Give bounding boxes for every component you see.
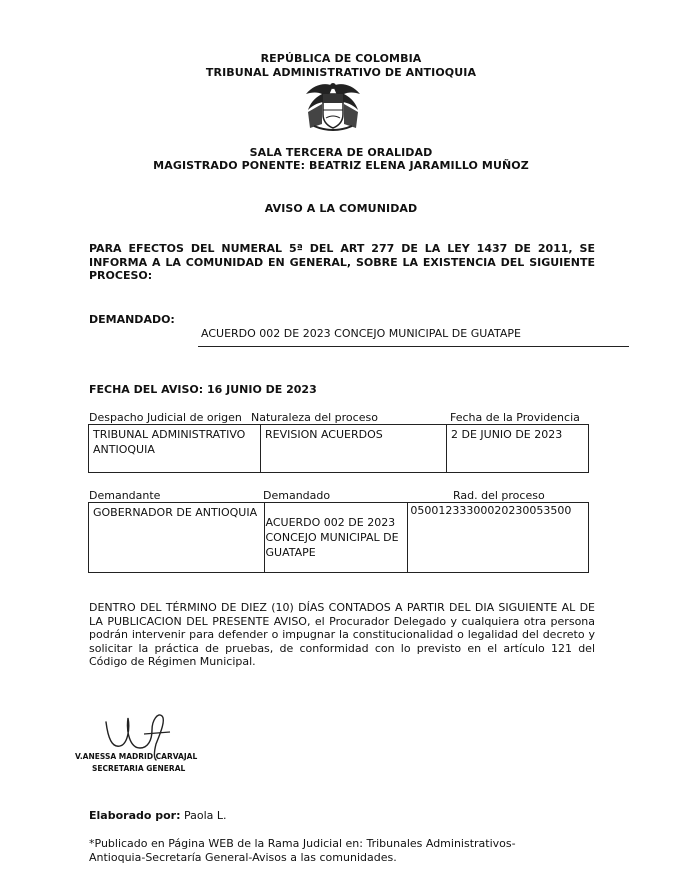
table-cell-defendant: ACUERDO 002 DE 2023 CONCEJO MUNICIPAL DE GUATAPE (264, 503, 408, 573)
table2-header-defendant: Demandado (263, 489, 331, 502)
table1-header-nature: Naturaleza del proceso (251, 411, 378, 424)
parties-table (88, 502, 589, 573)
country-heading: REPÚBLICA DE COLOMBIA (260, 52, 422, 65)
prepared-by-value: Paola L. (180, 809, 227, 822)
coat-of-arms-emblem (300, 80, 366, 134)
table-cell-plaintiff: GOBERNADOR DE ANTIOQUIA (89, 503, 265, 573)
publication-footnote: *Publicado en Página WEB de la Rama Judicial en: Tribunales Administrativos-Antioquia-Secretaría General-Avisos a las comunidades. (89, 837, 516, 864)
demandado-label: DEMANDADO: (89, 313, 175, 326)
demandado-value: ACUERDO 002 DE 2023 CONCEJO MUNICIPAL DE GUATAPE (201, 327, 521, 340)
term-paragraph-caps: DENTRO DEL TÉRMINO DE DIEZ (10) DÍAS CONTADOS A PARTIR DEL DIA SIGUIENTE AL DE LA PUBLICACION DEL PRESENTE AVISO, (89, 601, 595, 628)
prepared-by (89, 809, 227, 822)
table-row (89, 425, 589, 473)
magistrate-heading: MAGISTRADO PONENTE: BEATRIZ ELENA JARAMILLO MUÑOZ (153, 159, 529, 172)
table2-header-radicado: Rad. del proceso (453, 489, 545, 502)
table-cell-nature: REVISION ACUERDOS (261, 425, 447, 473)
prepared-by-label: Elaborado por: (89, 809, 181, 822)
table2-header-plaintiff: Demandante (89, 489, 161, 502)
term-paragraph (89, 601, 595, 669)
demandado-underline (198, 346, 629, 347)
table-cell-origin: TRIBUNAL ADMINISTRATIVO ANTIOQUIA (89, 425, 261, 473)
process-info-table (88, 424, 589, 473)
intro-paragraph: PARA EFECTOS DEL NUMERAL 5ª DEL ART 277 DE LA LEY 1437 DE 2011, SE INFORMA A LA COMUNIDAD EN GENERAL, SOBRE LA EXISTENCIA DEL SIGUIENTE PROCESO: (89, 242, 595, 282)
table-cell-radicado: 05001233300020230053500 (408, 503, 589, 573)
chamber-heading: SALA TERCERA DE ORALIDAD (249, 146, 433, 159)
court-heading: TRIBUNAL ADMINISTRATIVO DE ANTIOQUIA (205, 66, 477, 79)
signatory-role: SECRETARIA GENERAL (92, 764, 186, 773)
table1-header-date: Fecha de la Providencia (450, 411, 580, 424)
notice-title: AVISO A LA COMUNIDAD (264, 202, 418, 215)
table-cell-date: 2 DE JUNIO DE 2023 (447, 425, 589, 473)
table1-header-origin: Despacho Judicial de origen (89, 411, 242, 424)
signatory-name: V.ANESSA MADRID CARVAJAL (75, 752, 198, 761)
term-paragraph-rest: el Procurador Delegado y cualquiera otra persona podrán intervenir para defender o impugnar la constitucionalidad o legalidad del decreto y solicitar la práctica de pruebas, de conformidad con lo previsto en el artículo 121 del Código de Régimen Municipal. (89, 614, 596, 668)
table-row (89, 503, 589, 573)
notice-date: FECHA DEL AVISO: 16 JUNIO DE 2023 (89, 383, 317, 396)
